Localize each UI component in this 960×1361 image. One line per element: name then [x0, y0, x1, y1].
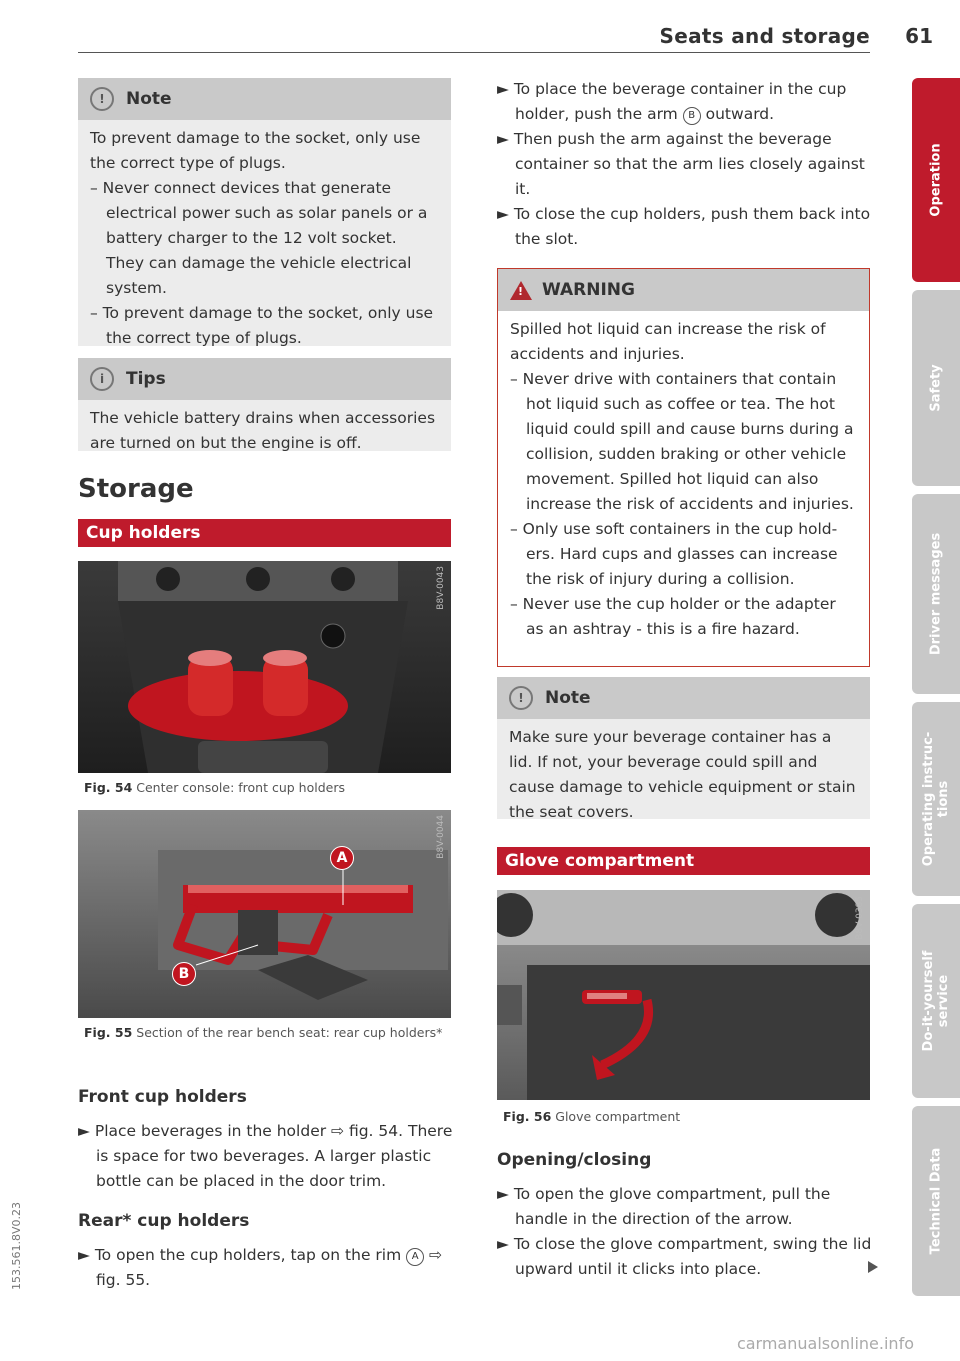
fig55-image [78, 810, 451, 1018]
tab-technical-data[interactable]: Technical Data [912, 1106, 960, 1296]
glove-compartment-bar: Glove compartment [497, 847, 870, 875]
cup-holder-steps: ► To place the beverage container in the cup holder, push the arm B outward. ► Then push the arm against the beverage container so that the arm lies closely against it. ► To close the cup holders, push them back into the slot. [497, 80, 871, 248]
fig56-code: B8V-0385 [855, 896, 865, 940]
note-item: – Never connect devices that generate electrical power such as solar panels or a battery charger to the 12 volt socket. They can damage the vehicle electrical system. [90, 179, 428, 297]
page-number: 61 [905, 24, 933, 48]
note-box-socket [78, 78, 451, 346]
continue-arrow-icon [868, 1261, 878, 1273]
header-rule [78, 52, 870, 53]
tab-operation[interactable]: Operation [912, 78, 960, 282]
note-item: – To prevent damage to the socket, only use the correct type of plugs. [90, 304, 434, 347]
fig56-image [497, 890, 870, 1100]
storage-title: Storage [78, 474, 194, 504]
tab-driver-messages[interactable]: Driver messages [912, 494, 960, 694]
note-heading: Note [126, 89, 172, 109]
tab-diy-service[interactable]: Do-it-yourself service [912, 904, 960, 1098]
tab-safety[interactable]: Safety [912, 290, 960, 486]
warning-item: – Never drive with containers that contain hot liquid such as coffee or tea. The hot liquid could spill and cause burns during a collision, sudden braking or other vehicle movement. Spilled hot liquid can also increase the risk of accidents and injuries. [510, 370, 854, 513]
marker-b-inline: B [683, 107, 701, 125]
center-console-illustration [78, 561, 451, 773]
fig55-caption: Fig. 55 Section of the rear bench seat: rear cup holders* [84, 1025, 443, 1040]
note-icon: ! [90, 87, 114, 111]
glove-compartment-illustration [497, 890, 870, 1100]
marker-b: B [172, 962, 196, 986]
marker-a: A [330, 846, 354, 870]
note-text: Make sure your beverage container has a lid. If not, your beverage could spill and cause damage to vehicle equipment or stain the seat covers. [509, 728, 856, 821]
note-intro: To prevent damage to the socket, only use the correct type of plugs. [90, 129, 421, 172]
note-heading: Note [545, 688, 591, 708]
info-icon: i [90, 367, 114, 391]
front-cup-holders-text: ► Place beverages in the holder ⇨ fig. 54. There is space for two beverages. A larger plastic bottle can be placed in the door trim. [78, 1122, 453, 1190]
tips-text: The vehicle battery drains when accessories are turned on but the engine is off. [90, 409, 436, 452]
fig55-code: B8V-0044 [436, 815, 446, 859]
fig54-image [78, 561, 451, 773]
warning-icon: ! [510, 281, 532, 300]
tips-box [78, 358, 451, 451]
cup-holders-bar: Cup holders [78, 519, 451, 547]
warning-heading: WARNING [542, 280, 635, 300]
rear-cup-holder-illustration [78, 810, 451, 1018]
opening-closing-text: ► To open the glove compartment, pull the handle in the direction of the arrow. ► To close the glove compartment, swing the lid upward until it clicks into place. [497, 1185, 872, 1278]
warning-item: – Only use soft containers in the cup holders. Hard cups and glasses can increase the risk of injury during a collision. [510, 520, 838, 588]
running-header-title: Seats and storage [659, 24, 870, 48]
opening-closing-heading: Opening/closing [497, 1150, 652, 1170]
document-code: 153.561.8V0.23 [10, 1202, 23, 1290]
front-cup-holders-heading: Front cup holders [78, 1087, 247, 1107]
warning-intro: Spilled hot liquid can increase the risk of accidents and injuries. [510, 320, 826, 363]
warning-item: – Never use the cup holder or the adapter as an ashtray - this is a fire hazard. [510, 595, 836, 638]
fig56-caption: Fig. 56 Glove compartment [503, 1109, 681, 1124]
rear-cup-holders-text: ► To open the cup holders, tap on the rim A ⇨ fig. 55. [78, 1246, 443, 1289]
fig54-code: B8V-0043 [436, 566, 446, 610]
footer-watermark: carmanualsonline.info [736, 1334, 914, 1353]
marker-a-inline: A [406, 1248, 424, 1266]
warning-box [497, 268, 870, 667]
rear-cup-holders-heading: Rear* cup holders [78, 1211, 250, 1231]
fig54-caption: Fig. 54 Center console: front cup holders [84, 780, 345, 795]
note-box-beverage [497, 677, 870, 819]
tab-operating-instructions[interactable]: Operating instruc- tions [912, 702, 960, 896]
note-icon: ! [509, 686, 533, 710]
tips-heading: Tips [126, 369, 166, 389]
